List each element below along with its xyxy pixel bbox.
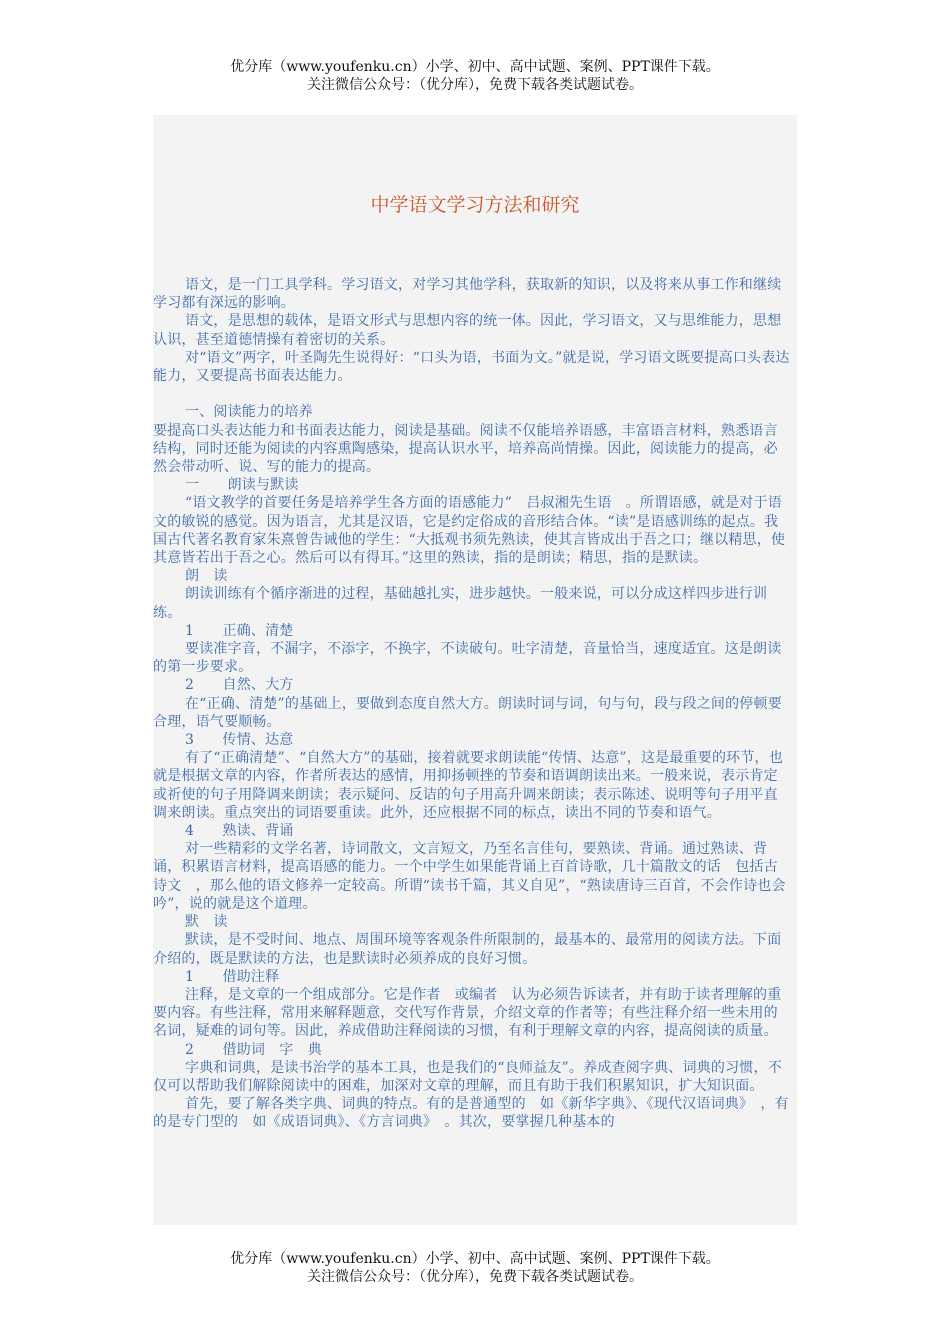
header-line-1: 优分库（www.youfenku.cn）小学、初中、高中试题、案例、PPT课件下载。 (230, 59, 720, 75)
subsection-heading: 朗 读 (185, 568, 228, 585)
paragraph: 要提高口头表达能力和书面表达能力，阅读是基础。阅读不仅能培养语感，丰富语言材料，熟悉语言结构，同时还能为阅读的内容熏陶感染，提高认识水平，培养高尚情操。因此，阅读能力的提高，必然会带动听、说、写的能力的提高。 (153, 422, 778, 476)
paragraph: 在“正确、清楚”的基础上，要做到态度自然大方。朗读时词与词，句与句，段与段之间的停顿要合理，语气要顺畅。 (153, 695, 782, 730)
blank-line (153, 385, 791, 403)
paragraph: 语文，是思想的载体，是语文形式与思想内容的统一体。因此，学习语文，又与思维能力，思想认识，甚至道德情操有着密切的关系。 (153, 313, 782, 348)
paragraph: “语文教学的首要任务是培养学生各方面的语感能力” 吕叔湘先生语 。所谓语感，就是对于语文的敏锐的感觉。因为语言，尤其是汉语，它是约定俗成的音形结合体。“读”是语感训练的起点。我国古代著名教育家朱熹曾告诫他的学生：“大抵观书须先熟读，使其言皆成出于吾之口；继以精思，使其意皆若出于吾之心。然后可以有得耳。”这里的熟读，指的是朗读；精思，指的是默读。 (153, 495, 786, 567)
subsection-heading: 一 朗读与默读 (185, 477, 299, 494)
header-line-2: 关注微信公众号：（优分库），免费下载各类试题试卷。 (307, 77, 643, 93)
paragraph: 语文，是一门工具学科。学习语文，对学习其他学科，获取新的知识，以及将来从事工作和继续学习都有深远的影响。 (153, 277, 782, 312)
paragraph: 朗读训练有个循序渐进的过程，基础越扎实，进步越快。一般来说，可以分成这样四步进行训练。 (153, 586, 768, 621)
subsection-heading: 默 读 (185, 914, 228, 931)
paragraph: 有了“正确清楚”、“自然大方”的基础，接着就要求朗读能“传情、达意”，这是最重要的环节，也就是根据文章的内容，作者所表达的感情，用抑扬顿挫的节奏和语调朗读出来。一般来说，表示肯定或祈使的句子用降调来朗读；表示疑问、反诘的句子用高升调来朗读；表示陈述、说明等句子用平直调来朗读。重点突出的词语要重读。此外，还应根据不同的标点，读出不同的节奏和语气。 (153, 750, 783, 821)
step-heading: 1 借助注释 (185, 968, 280, 985)
paragraph: 字典和词典，是读书治学的基本工具，也是我们的“良师益友”。养成查阅字典、词典的习惯，不仅可以帮助我们解除阅读中的困难，加深对文章的理解，而且有助于我们积累知识，扩大知识面。 (153, 1059, 782, 1094)
document-page (153, 115, 797, 1225)
document-body (153, 276, 791, 1132)
section-heading: 一、阅读能力的培养 (185, 404, 313, 421)
step-heading: 4 熟读、背诵 (185, 823, 294, 840)
document-title: 中学语文学习方法和研究 (370, 194, 580, 216)
step-heading: 3 传情、达意 (185, 732, 294, 749)
paragraph: 对“语文”两字，叶圣陶先生说得好：“口头为语，书面为文。”就是说，学习语文既要提高口头表达能力，又要提高书面表达能力。 (153, 349, 790, 385)
step-heading: 2 借助词 字 典 (185, 1041, 322, 1058)
paragraph: 默读，是不受时间、地点、周围环境等客观条件所限制的，最基本的、最常用的阅读方法。下面介绍的，既是默读的方法，也是默读时必须养成的良好习惯。 (153, 932, 782, 967)
step-heading: 1 正确、清楚 (185, 622, 294, 639)
page-header (0, 58, 950, 94)
footer-line-2: 关注微信公众号：（优分库），免费下载各类试题试卷。 (307, 1269, 643, 1285)
paragraph: 注释，是文章的一个组成部分。它是作者 或编者 认为必须告诉读者，并有助于读者理解的重要内容。有些注释，常用来解释题意，交代写作背景，介绍文章的作者等；有些注释介绍一些未用的名词，疑难的词句等。因此，养成借助注释阅读的习惯，有利于理解文章的内容，提高阅读的质量。 (153, 986, 782, 1040)
footer-line-1: 优分库（www.youfenku.cn）小学、初中、高中试题、案例、PPT课件下载。 (230, 1251, 720, 1267)
page-footer (0, 1250, 950, 1286)
paragraph: 对一些精彩的文学名著，诗词散文，文言短文，乃至名言佳句，要熟读、背诵。通过熟读、背诵，积累语言材料，提高语感的能力。一个中学生如果能背诵上百首诗歌，几十篇散文的话 包括古诗文 ，那么他的语文修养一定较高。所谓“读书千篇，其义自见”，“熟读唐诗三百首，不会作诗也会吟”，说的就是这个道理。 (153, 841, 786, 912)
step-heading: 2 自然、大方 (185, 677, 294, 694)
paragraph: 要读准字音，不漏字，不添字，不换字，不读破句。吐字清楚，音量恰当，速度适宜。这是朗读的第一步要求。 (153, 641, 782, 676)
paragraph: 首先，要了解各类字典、词典的特点。有的是普通型的 如《新华字典》、《现代汉语词典》 ，有的是专门型的 如《成语词典》、《方言词典》 。其次，要掌握几种基本的 (153, 1096, 789, 1131)
